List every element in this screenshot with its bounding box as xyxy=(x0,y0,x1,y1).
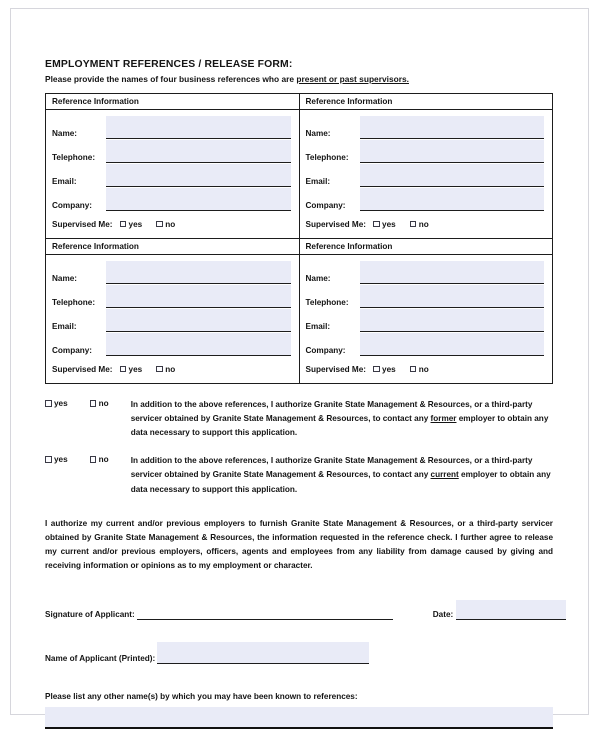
supervised-yes-option[interactable] xyxy=(120,365,143,374)
name-input[interactable] xyxy=(106,261,291,284)
checkbox-icon[interactable] xyxy=(156,221,163,228)
company-label: Company: xyxy=(305,345,346,355)
supervised-me-label: Supervised Me: xyxy=(305,219,367,229)
email-input[interactable] xyxy=(106,309,291,332)
telephone-input[interactable] xyxy=(106,140,291,163)
signature-label: Signature of Applicant: xyxy=(45,609,135,619)
reference-block-3 xyxy=(46,239,300,384)
authorization-current-emphasis: current xyxy=(430,470,459,480)
field-row-name xyxy=(306,115,545,139)
supervised-yes-option[interactable] xyxy=(120,220,143,229)
company-input[interactable] xyxy=(360,188,545,211)
authorization-current-text-part2: employer to obtain any data necessary to support this application. xyxy=(130,470,551,494)
field-row-email xyxy=(306,163,545,187)
checkbox-icon[interactable] xyxy=(45,456,52,463)
authorization-former-text-part1: In addition to the above references, I authorize Granite State Management & Resources, or a third-party servicer obtained by Granite State Management & Resources, to contact any xyxy=(130,400,533,424)
checkbox-icon[interactable] xyxy=(373,366,380,373)
reference-block-4-fields xyxy=(300,255,553,383)
field-row-telephone xyxy=(306,139,545,163)
supervised-yes-label: yes xyxy=(382,219,396,229)
supervised-me-row xyxy=(306,359,545,379)
email-label: Email: xyxy=(305,176,331,186)
company-label: Company: xyxy=(305,200,346,210)
subtitle-emphasis: present or past supervisors. xyxy=(296,74,409,84)
name-label: Name: xyxy=(305,128,331,138)
field-row-name xyxy=(52,115,291,139)
telephone-label: Telephone: xyxy=(305,297,349,307)
company-input[interactable] xyxy=(106,188,291,211)
name-label: Name: xyxy=(305,273,331,283)
company-input[interactable] xyxy=(360,333,545,356)
authorization-current-yes-option[interactable] xyxy=(45,455,68,464)
form-page xyxy=(10,8,589,715)
field-row-email xyxy=(306,308,545,332)
supervised-no-option[interactable] xyxy=(156,220,175,229)
page-title: EMPLOYMENT REFERENCES / RELEASE FORM: xyxy=(45,59,293,70)
checkbox-icon[interactable] xyxy=(410,221,417,228)
supervised-yes-option[interactable] xyxy=(373,365,396,374)
signature-input[interactable] xyxy=(137,619,393,620)
authorization-current-checkboxes xyxy=(45,454,131,464)
release-paragraph: I authorize my current and/or previous employers to furnish Granite State Management & Resources, or a third-party servicer obtained by Granite State Management & Resources, the information requested in the reference check. I further agree to release my current and/or previous employers, officers, agents and employees from any liability from damage caused by giving and receiving information or opinions as to my employment or character. xyxy=(45,518,553,571)
authorization-current-yes-label: yes xyxy=(54,455,68,465)
reference-block-4-header: Reference Information xyxy=(300,239,553,255)
reference-block-2-fields xyxy=(300,110,553,238)
authorization-former-no-option[interactable] xyxy=(90,399,109,408)
supervised-no-option[interactable] xyxy=(410,365,429,374)
email-input[interactable] xyxy=(106,164,291,187)
checkbox-icon[interactable] xyxy=(120,221,127,228)
date-label: Date: xyxy=(432,609,454,619)
signature-date-row xyxy=(45,600,553,620)
reference-block-3-header: Reference Information xyxy=(46,239,299,255)
authorization-former-checkboxes xyxy=(45,398,131,408)
printed-name-input[interactable] xyxy=(157,642,369,664)
supervised-yes-label: yes xyxy=(128,219,143,229)
page-subtitle xyxy=(45,74,553,84)
reference-block-2-header: Reference Information xyxy=(300,94,553,110)
authorization-current xyxy=(45,454,553,496)
supervised-me-row xyxy=(306,214,545,234)
company-label: Company: xyxy=(52,200,93,210)
checkbox-icon[interactable] xyxy=(156,366,163,373)
name-input[interactable] xyxy=(106,116,291,139)
supervised-me-label: Supervised Me: xyxy=(52,364,113,374)
other-names-input[interactable] xyxy=(45,707,553,729)
other-names-label: Please list any other name(s) by which you may have been known to references: xyxy=(45,691,358,701)
subtitle-text: Please provide the names of four business references who are xyxy=(45,74,297,84)
other-names-section xyxy=(45,692,553,729)
field-row-email xyxy=(52,308,291,332)
name-label: Name: xyxy=(52,128,78,138)
field-row-company xyxy=(52,332,291,356)
telephone-input[interactable] xyxy=(360,140,545,163)
date-group xyxy=(433,600,566,620)
printed-name-label: Name of Applicant (Printed): xyxy=(45,653,156,663)
telephone-label: Telephone: xyxy=(305,152,349,162)
email-input[interactable] xyxy=(360,164,545,187)
reference-block-1-header: Reference Information xyxy=(46,94,299,110)
supervised-me-label: Supervised Me: xyxy=(305,364,367,374)
authorization-former-emphasis: former xyxy=(430,414,457,424)
email-label: Email: xyxy=(305,321,331,331)
authorization-former-text xyxy=(131,398,553,440)
authorization-former-yes-option[interactable] xyxy=(45,399,68,408)
authorization-current-text xyxy=(131,454,553,496)
supervised-no-option[interactable] xyxy=(410,220,429,229)
telephone-label: Telephone: xyxy=(52,152,96,162)
printed-name-row xyxy=(45,642,553,664)
field-row-company xyxy=(306,332,545,356)
table-row xyxy=(46,94,553,239)
supervised-no-option[interactable] xyxy=(156,365,175,374)
supervised-no-label: no xyxy=(418,364,429,374)
supervised-yes-option[interactable] xyxy=(373,220,396,229)
authorization-current-text-part1: In addition to the above references, I authorize Granite State Management & Resources, or a third-party servicer obtained by Granite State Management & Resources, to contact any xyxy=(130,456,533,480)
reference-block-3-fields xyxy=(46,255,299,383)
field-row-company xyxy=(52,187,291,211)
checkbox-icon[interactable] xyxy=(45,400,52,407)
field-row-telephone xyxy=(306,284,545,308)
authorization-former-text-part2: employer to obtain any data necessary to support this application. xyxy=(130,414,549,438)
checkbox-icon[interactable] xyxy=(90,400,97,407)
company-input[interactable] xyxy=(106,333,291,356)
form-content xyxy=(45,59,553,729)
telephone-label: Telephone: xyxy=(52,297,96,307)
reference-block-2 xyxy=(299,94,553,239)
checkbox-icon[interactable] xyxy=(90,456,97,463)
telephone-input[interactable] xyxy=(360,285,545,308)
reference-information-table xyxy=(45,93,553,384)
reference-block-1 xyxy=(46,94,300,239)
date-input[interactable] xyxy=(456,600,566,620)
supervised-me-row xyxy=(52,359,291,379)
signature-section xyxy=(45,600,553,664)
field-row-company xyxy=(306,187,545,211)
authorization-current-no-option[interactable] xyxy=(90,455,109,464)
email-label: Email: xyxy=(52,176,77,186)
authorization-current-no-label: no xyxy=(98,455,109,465)
field-row-telephone xyxy=(52,139,291,163)
supervised-no-label: no xyxy=(418,219,429,229)
name-label: Name: xyxy=(52,273,78,283)
email-input[interactable] xyxy=(360,309,545,332)
field-row-name xyxy=(306,260,545,284)
authorization-former xyxy=(45,398,553,440)
supervised-me-row xyxy=(52,214,291,234)
field-row-telephone xyxy=(52,284,291,308)
supervised-yes-label: yes xyxy=(128,364,143,374)
checkbox-icon[interactable] xyxy=(410,366,417,373)
checkbox-icon[interactable] xyxy=(373,221,380,228)
field-row-name xyxy=(52,260,291,284)
name-input[interactable] xyxy=(360,116,545,139)
supervised-yes-label: yes xyxy=(382,364,396,374)
table-row xyxy=(46,239,553,384)
company-label: Company: xyxy=(52,345,93,355)
authorization-former-yes-label: yes xyxy=(54,399,68,409)
supervised-no-label: no xyxy=(165,219,176,229)
reference-block-1-fields xyxy=(46,110,299,238)
supervised-me-label: Supervised Me: xyxy=(52,219,113,229)
name-input[interactable] xyxy=(360,261,545,284)
checkbox-icon[interactable] xyxy=(120,366,127,373)
supervised-no-label: no xyxy=(165,364,176,374)
authorization-former-no-label: no xyxy=(98,399,109,409)
telephone-input[interactable] xyxy=(106,285,291,308)
field-row-email xyxy=(52,163,291,187)
reference-block-4 xyxy=(299,239,553,384)
email-label: Email: xyxy=(52,321,77,331)
